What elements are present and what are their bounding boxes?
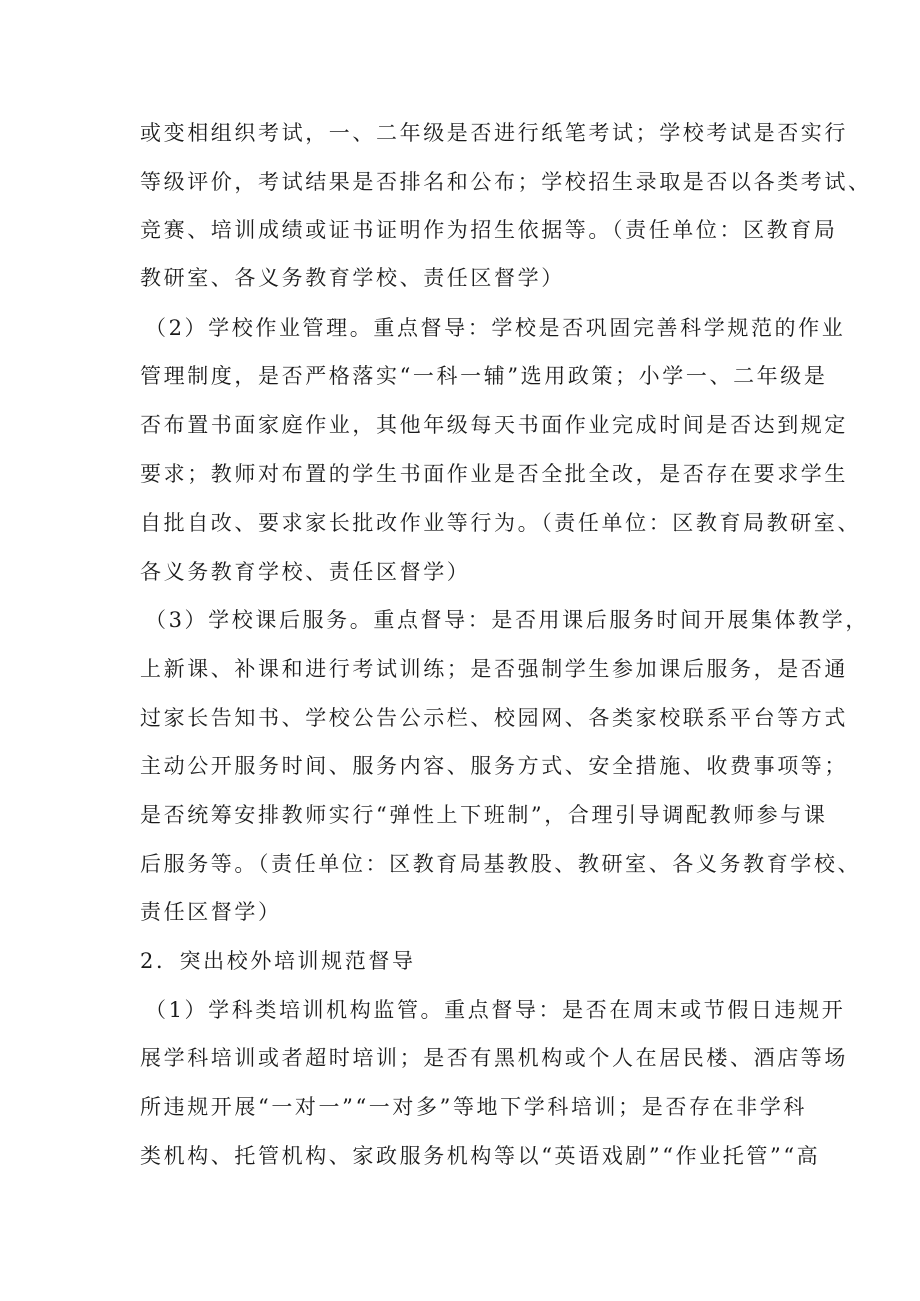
paragraph-2-heading: （2）学校作业管理。重点督导：学校是否巩固完善科学规范的作业 — [145, 316, 846, 340]
text-line-12: 上新课、补课和进行考试训练；是否强制学生参加课后服务，是否通 — [140, 657, 848, 681]
paragraph-1-heading: （1）学科类培训机构监管。重点督导：是否在周末或节假日违规开 — [145, 998, 846, 1022]
text-line-22: 类机构、托管机构、家政服务机构等以“英语戏剧”“作业托管”“高 — [140, 1144, 821, 1168]
text-line-16: 后服务等。（责任单位：区教育局基教股、教研室、各义务教育学校、 — [140, 852, 862, 876]
text-line-10: 各义务教育学校、责任区督学） — [140, 560, 471, 584]
paragraph-3-heading: （3）学校课后服务。重点督导：是否用课后服务时间开展集体教学， — [145, 608, 869, 632]
text-line-7: 否布置书面家庭作业，其他年级每天书面作业完成时间是否达到规定 — [140, 413, 848, 437]
section-heading: 2．突出校外培训规范督导 — [140, 949, 416, 973]
text-line-17: 责任区督学） — [140, 900, 282, 924]
text-line-4: 教研室、各义务教育学校、责任区督学） — [140, 266, 565, 290]
text-line-9: 自批自改、要求家长批改作业等行为。（责任单位：区教育局教研室、 — [140, 511, 862, 535]
text-line-21: 所违规开展“一对一”“一对多”等地下学科培训；是否存在非学科 — [140, 1095, 807, 1119]
text-line-8: 要求；教师对布置的学生书面作业是否全批全改，是否存在要求学生 — [140, 462, 848, 486]
text-line-3: 竞赛、培训成绩或证书证明作为招生依据等。（责任单位：区教育局 — [140, 218, 838, 242]
text-line-14: 主动公开服务时间、服务内容、服务方式、安全措施、收费事项等； — [140, 754, 848, 778]
text-line-2: 等级评价，考试结果是否排名和公布；学校招生录取是否以各类考试、 — [140, 170, 872, 194]
text-line-13: 过家长告知书、学校公告公示栏、校园网、各类家校联系平台等方式 — [140, 706, 848, 730]
text-line-20: 展学科培训或者超时培训；是否有黑机构或个人在居民楼、酒店等场 — [140, 1046, 848, 1070]
text-line-6: 管理制度，是否严格落实“一科一辅”选用政策；小学一、二年级是 — [140, 364, 828, 388]
text-line-1: 或变相组织考试，一、二年级是否进行纸笔考试；学校考试是否实行 — [140, 121, 848, 145]
text-line-15: 是否统筹安排教师实行“弹性上下班制”，合理引导调配教师参与课 — [140, 803, 828, 827]
